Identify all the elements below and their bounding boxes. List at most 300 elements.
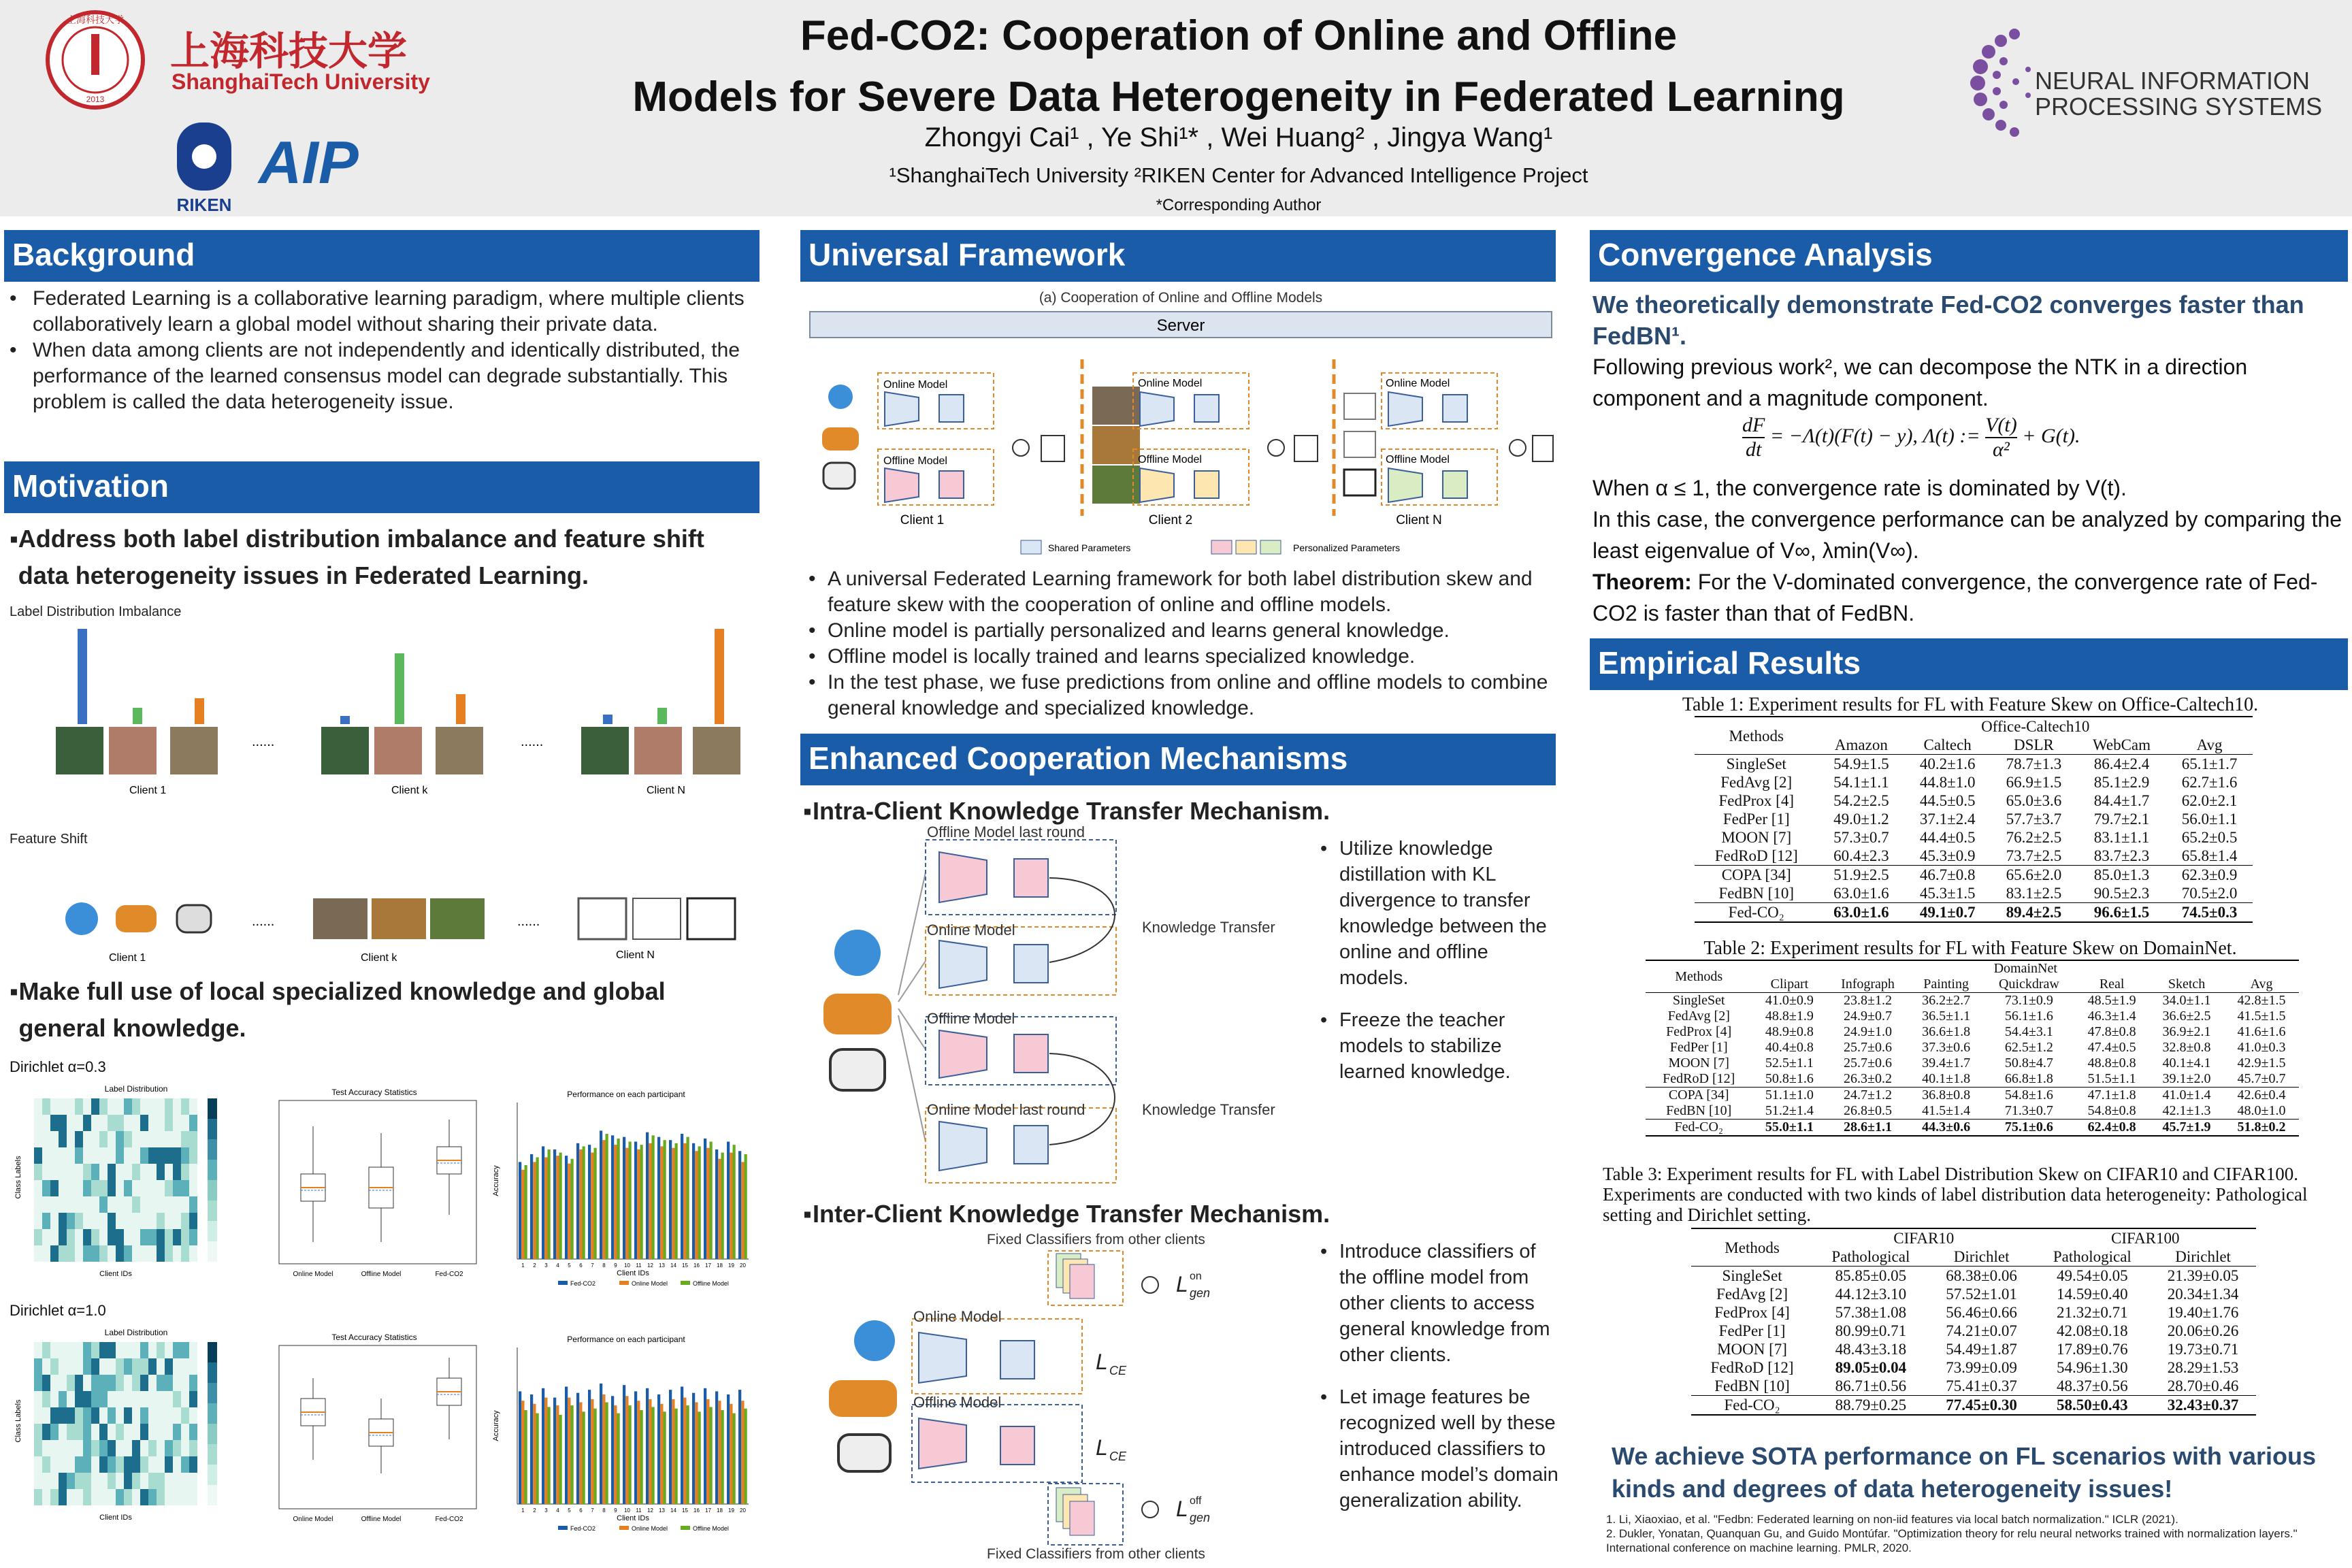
heatmap-cell xyxy=(189,1229,197,1245)
table-cell: 14.59±0.40 xyxy=(2057,1286,2128,1303)
heatmap-cell xyxy=(132,1342,140,1358)
heatmap-cell xyxy=(157,1098,165,1115)
heatmap-cell xyxy=(75,1131,83,1147)
framework-client-2 xyxy=(1092,373,1318,527)
bar-offline-model xyxy=(525,1410,527,1504)
table-cell: 46.3±1.4 xyxy=(2087,1009,2136,1024)
corresponding-note: *Corresponding Author xyxy=(1156,196,1322,214)
heatmap-cell xyxy=(83,1164,91,1180)
heatmap-cell xyxy=(132,1456,140,1473)
heatmap-cell xyxy=(165,1213,173,1229)
heatmap-cell xyxy=(34,1147,42,1164)
label-distribution-heatmap-1 xyxy=(14,1082,259,1286)
framework-heading: Universal Framework xyxy=(800,230,1556,282)
svg-text:......: ...... xyxy=(521,734,544,749)
heatmap-cell xyxy=(132,1473,140,1489)
bar-online-model xyxy=(568,1398,570,1504)
svg-text:Client N: Client N xyxy=(647,785,685,796)
bar-offline-model xyxy=(652,1135,655,1259)
table-cell: 24.7±1.2 xyxy=(1844,1088,1892,1102)
x-tick-label: 10 xyxy=(624,1507,630,1514)
table-cell: 63.0±1.6 xyxy=(1833,904,1889,921)
table-cell: 55.0±1.1 xyxy=(1765,1120,1814,1134)
heatmap-cell xyxy=(75,1147,83,1164)
heatmap-cell xyxy=(189,1342,197,1358)
heatmap-cell xyxy=(173,1424,181,1440)
heatmap-cell xyxy=(75,1245,83,1262)
bar-online-model xyxy=(544,1398,547,1504)
table-cell: 28.29±1.53 xyxy=(2167,1359,2239,1376)
heatmap-cell xyxy=(59,1440,67,1456)
svg-text:......: ...... xyxy=(517,914,540,929)
svg-text:Offline Model last round: Offline Model last round xyxy=(927,825,1085,840)
heatmap-cell xyxy=(34,1407,42,1424)
table-cell: 48.0±1.0 xyxy=(2237,1103,2286,1118)
svg-text:Offline Model: Offline Model xyxy=(1138,454,1202,466)
heatmap-cell xyxy=(50,1131,59,1147)
svg-text:(a) Cooperation of Online and: (a) Cooperation of Online and Offline Models xyxy=(1039,290,1323,306)
reference-1: 1. Li, Xiaoxiao, et al. "Fedbn: Federated learning on non-iid features via local batch normalization." ICLR (2021). xyxy=(1606,1513,2178,1526)
heatmap-cell xyxy=(116,1473,124,1489)
bar-online-model xyxy=(695,1151,698,1259)
heatmap-cell xyxy=(173,1358,181,1375)
x-tick-label: 7 xyxy=(591,1262,594,1269)
heatmap-cell xyxy=(173,1440,181,1456)
svg-text:Client 2: Client 2 xyxy=(1148,513,1193,527)
table-3-caption: Table 3: Experiment results for FL with Label Distribution Skew on CIFAR10 and CIFAR100. Experiments are conducted with two kinds of label distribution data heterogeneity: Pathological setting and Dirichlet setting. xyxy=(1603,1164,2308,1225)
colorbar-segment xyxy=(208,1098,217,1119)
table-cell: 45.7±0.7 xyxy=(2237,1071,2286,1086)
bar-fed-co2 xyxy=(657,1394,660,1504)
table-cell: 45.3±0.9 xyxy=(1919,847,1976,864)
heatmap-cell xyxy=(75,1115,83,1131)
bar-online-model xyxy=(591,1153,593,1259)
table-cell: 51.5±1.1 xyxy=(2087,1071,2136,1086)
list-item: • Let image features be recognized well by these introduced classifiers to enhance model’s domain generalization ability. xyxy=(1320,1386,1558,1512)
table-cell: Fed-CO₂ xyxy=(1695,903,1818,923)
table-row xyxy=(1646,1088,2299,1104)
heatmap-cell xyxy=(83,1180,91,1196)
framework-client-1 xyxy=(822,373,1064,527)
table-cell: 20.34±1.34 xyxy=(2167,1286,2239,1303)
heatmap-cell xyxy=(181,1229,189,1245)
heatmap-cell xyxy=(67,1164,75,1180)
bar-offline-model xyxy=(606,1134,608,1259)
heatmap-cell xyxy=(75,1424,83,1440)
table-cell: SingleSet xyxy=(1726,755,1786,772)
x-tick-label: 1 xyxy=(521,1262,525,1269)
svg-text:Fixed Classifiers from other c: Fixed Classifiers from other clients xyxy=(987,1232,1205,1247)
table-cell: 51.2±1.4 xyxy=(1765,1103,1814,1118)
heatmap-cell xyxy=(116,1131,124,1147)
bar-online-model xyxy=(637,1149,640,1259)
table-cell: 45.7±1.9 xyxy=(2162,1120,2211,1134)
heatmap-cell xyxy=(116,1489,124,1505)
heatmap-cell xyxy=(165,1391,173,1407)
x-tick-label: 2 xyxy=(533,1507,536,1514)
feature-shift-figure xyxy=(41,885,762,966)
colorbar-segment xyxy=(208,1383,217,1403)
heatmap-ylabel: Class Labels xyxy=(14,1156,22,1199)
colorbar-segment xyxy=(208,1444,217,1465)
bar-online-model xyxy=(730,1153,732,1259)
heatmap-cell xyxy=(140,1164,148,1180)
heatmap-cell xyxy=(67,1391,75,1407)
heatmap-cell xyxy=(75,1196,83,1213)
table-cell: 44.4±0.5 xyxy=(1919,829,1976,846)
bar-fed-co2 xyxy=(576,1143,579,1259)
bar-offline-model xyxy=(733,1145,736,1259)
table-cell: 28.6±1.1 xyxy=(1844,1120,1892,1134)
table-cell: 56.0±1.1 xyxy=(2181,811,2238,828)
heatmap-cell xyxy=(181,1391,189,1407)
table-cell: FedBN [10] xyxy=(1718,885,1794,902)
riken-logo xyxy=(170,116,245,218)
heatmap-cell xyxy=(99,1358,108,1375)
heatmap-cell xyxy=(67,1358,75,1375)
bar-fed-co2 xyxy=(611,1135,614,1259)
heatmap-cell xyxy=(189,1164,197,1180)
heatmap-cell xyxy=(108,1196,116,1213)
background-body xyxy=(10,286,758,415)
heatmap-cell xyxy=(42,1196,50,1213)
table-cell: FedRoD [12] xyxy=(1710,1359,1794,1376)
bar-online-model xyxy=(579,1149,582,1259)
heatmap-cell xyxy=(67,1440,75,1456)
colorbar-segment xyxy=(208,1119,217,1139)
colorbar-segment xyxy=(208,1180,217,1200)
aip-logo: AIP xyxy=(259,129,359,196)
list-item: • In the test phase, we fuse predictions from online and offline models to combine general knowledge and specialized knowledge. xyxy=(808,671,1548,719)
univ-en-name: ShanghaiTech University xyxy=(172,69,430,94)
bar-offline-model xyxy=(710,1142,713,1260)
table-cell: 96.6±1.5 xyxy=(2093,904,2150,921)
table-cell: 77.45±0.30 xyxy=(1946,1396,2017,1414)
heatmap-cell xyxy=(181,1440,189,1456)
heatmap-cell xyxy=(50,1147,59,1164)
heatmap-cell xyxy=(189,1440,197,1456)
heatmap-cell xyxy=(132,1489,140,1505)
heatmap-cell xyxy=(140,1375,148,1391)
svg-text:......: ...... xyxy=(252,914,275,929)
chart-title: Performance on each participant xyxy=(567,1335,685,1344)
bar-fed-co2 xyxy=(704,1139,706,1259)
heatmap-cell xyxy=(50,1213,59,1229)
heatmap-cell xyxy=(108,1456,116,1473)
svg-text:Online Model: Online Model xyxy=(1386,378,1450,389)
heatmap-cell xyxy=(91,1473,99,1489)
heatmap-cell xyxy=(157,1456,165,1473)
y-axis-label: Accuracy xyxy=(492,1165,500,1196)
heatmap-cell xyxy=(42,1245,50,1262)
heatmap-xlabel: Client IDs xyxy=(99,1514,132,1522)
x-tick-label: 13 xyxy=(659,1262,665,1269)
bar-offline-model xyxy=(617,1414,620,1504)
heatmap-cell xyxy=(132,1391,140,1407)
bar-offline-model xyxy=(687,1137,689,1259)
heatmap-cell xyxy=(157,1489,165,1505)
bar-online-model xyxy=(602,1140,605,1259)
table-cell: 65.1±1.7 xyxy=(2181,755,2238,772)
heatmap-cell xyxy=(124,1440,132,1456)
legend-swatch xyxy=(681,1281,690,1285)
table-cell: 44.5±0.5 xyxy=(1919,792,1976,809)
bar-online-model xyxy=(741,1162,744,1259)
table-cell: 48.9±0.8 xyxy=(1765,1024,1814,1039)
heatmap-cell xyxy=(50,1098,59,1115)
heatmap-cell xyxy=(173,1180,181,1196)
heatmap-xlabel: Client IDs xyxy=(99,1270,132,1278)
heatmap-cell xyxy=(108,1440,116,1456)
heatmap-cell xyxy=(83,1229,91,1245)
table-cell: 84.4±1.7 xyxy=(2093,792,2150,809)
convergence-p3: In this case, the convergence performance can be analyzed by comparing the least eigenvalue of V∞, λmin(V∞). xyxy=(1592,507,2342,563)
heatmap-cell xyxy=(91,1131,99,1147)
bar-online-model xyxy=(614,1405,617,1504)
heatmap-cell xyxy=(42,1391,50,1407)
heatmap-cell xyxy=(75,1489,83,1505)
x-tick-label: 20 xyxy=(740,1507,746,1514)
x-tick-label: 18 xyxy=(717,1262,723,1269)
bar-offline-model xyxy=(629,1405,632,1504)
table-cell: 40.2±1.6 xyxy=(1919,755,1976,772)
table-row xyxy=(1646,1103,2299,1120)
table-cell: 76.2±2.5 xyxy=(2006,829,2062,846)
table-cell: FedPer [1] xyxy=(1669,1040,1728,1055)
bar-fed-co2 xyxy=(519,1162,521,1259)
table-cell: 54.1±1.1 xyxy=(1833,774,1889,791)
heatmap-cell xyxy=(140,1424,148,1440)
heatmap-cell xyxy=(108,1342,116,1358)
table-cell: 88.79±0.25 xyxy=(1835,1396,1907,1414)
heatmap-cell xyxy=(132,1115,140,1131)
background-heading: Background xyxy=(4,230,760,282)
heatmap-cell xyxy=(59,1164,67,1180)
table-cell: 36.9±2.1 xyxy=(2162,1024,2211,1039)
bar-fed-co2 xyxy=(657,1137,660,1259)
bar-offline-model xyxy=(571,1405,574,1504)
table-cell: 21.32±0.71 xyxy=(2057,1304,2128,1321)
heatmap-cell xyxy=(173,1245,181,1262)
bar-fed-co2 xyxy=(738,1390,741,1504)
heatmap-cell xyxy=(99,1098,108,1115)
table-cell: FedProx [4] xyxy=(1666,1024,1732,1039)
heatmap-cell xyxy=(173,1473,181,1489)
table-cell: 62.7±1.6 xyxy=(2181,774,2238,791)
bar-online-model xyxy=(718,1159,721,1259)
heatmap-title: Label Distribution xyxy=(104,1328,168,1337)
heatmap-cell xyxy=(99,1342,108,1358)
heatmap-cell xyxy=(132,1180,140,1196)
heatmap-cell xyxy=(140,1180,148,1196)
x-tick-label: 18 xyxy=(717,1507,723,1514)
table-cell: 36.6±1.8 xyxy=(1922,1024,1971,1039)
heatmap-cell xyxy=(83,1456,91,1473)
table-cell: SingleSet xyxy=(1722,1267,1782,1284)
heatmap-cell xyxy=(140,1245,148,1262)
heatmap-cell xyxy=(157,1407,165,1424)
heatmap-cell xyxy=(91,1440,99,1456)
bar-offline-model xyxy=(710,1407,713,1504)
heatmap-cell xyxy=(42,1229,50,1245)
bar-online-model xyxy=(730,1404,732,1504)
heatmap-cell xyxy=(99,1180,108,1196)
bar-fed-co2 xyxy=(692,1143,695,1259)
x-tick-label: 17 xyxy=(705,1507,711,1514)
table-cell: FedPer [1] xyxy=(1718,1322,1786,1339)
heatmap-cell xyxy=(42,1131,50,1147)
heatmap-cell xyxy=(99,1115,108,1131)
x-tick-label: 6 xyxy=(579,1507,583,1514)
heatmap-cell xyxy=(116,1196,124,1213)
svg-text:上海科技大学: 上海科技大学 xyxy=(67,14,124,25)
heatmap-cell xyxy=(91,1213,99,1229)
heatmap-cell xyxy=(132,1358,140,1375)
table-cell: 41.5±1.5 xyxy=(2237,1009,2286,1024)
heatmap-cell xyxy=(91,1456,99,1473)
table-cell: 65.8±1.4 xyxy=(2181,847,2238,864)
heatmap-cell xyxy=(148,1489,157,1505)
legend-label: Online Model xyxy=(632,1280,668,1287)
svg-text:Client k: Client k xyxy=(361,952,397,964)
heatmap-cell xyxy=(116,1180,124,1196)
heatmap-cell xyxy=(83,1213,91,1229)
table-cell: 41.5±1.4 xyxy=(1922,1103,1971,1118)
table-cell: 42.8±1.5 xyxy=(2237,993,2286,1008)
heatmap-cell xyxy=(91,1489,99,1505)
heatmap-cell xyxy=(140,1391,148,1407)
heatmap-cell xyxy=(124,1375,132,1391)
heatmap-cell xyxy=(148,1358,157,1375)
enhanced-heading: Enhanced Cooperation Mechanisms xyxy=(800,734,1556,785)
heatmap-cell xyxy=(59,1424,67,1440)
colorbar-segment xyxy=(208,1342,217,1362)
heatmap-cell xyxy=(189,1489,197,1505)
table-cell: 62.5±1.2 xyxy=(2004,1040,2053,1055)
heatmap-cell xyxy=(181,1196,189,1213)
heatmap-cell xyxy=(42,1342,50,1358)
heatmap-cell xyxy=(91,1229,99,1245)
heatmap-cell xyxy=(99,1131,108,1147)
heatmap-cell xyxy=(91,1245,99,1262)
x-tick-label: 5 xyxy=(568,1507,571,1514)
table-cell: 50.8±4.7 xyxy=(2004,1056,2053,1071)
table-cell: COPA [34] xyxy=(1668,1088,1729,1102)
table-cell: 40.4±0.8 xyxy=(1765,1040,1814,1055)
table-cell: 42.9±1.5 xyxy=(2237,1056,2286,1071)
heatmap-cell xyxy=(189,1180,197,1196)
heatmap-cell xyxy=(59,1342,67,1358)
table-cell: 57.38±1.08 xyxy=(1835,1304,1907,1321)
convergence-heading: Convergence Analysis xyxy=(1590,230,2348,282)
table-cell: Fed-CO₂ xyxy=(1691,1396,1813,1416)
svg-text:Offline Model: Offline Model xyxy=(1386,454,1450,466)
bar-offline-model xyxy=(606,1403,608,1505)
table-row xyxy=(1646,1071,2299,1088)
heatmap-cell xyxy=(67,1229,75,1245)
table-cell: 86.71±0.56 xyxy=(1835,1377,1907,1394)
label-imbalance-figure xyxy=(41,612,762,803)
svg-text:Offline Model: Offline Model xyxy=(883,455,947,467)
heatmap-cell xyxy=(83,1391,91,1407)
table-row xyxy=(1691,1267,2256,1286)
heatmap-cell xyxy=(132,1147,140,1164)
bar-online-model xyxy=(591,1399,593,1504)
heatmap-cell xyxy=(83,1489,91,1505)
heatmap-cell xyxy=(67,1489,75,1505)
bar-online-model xyxy=(741,1401,744,1504)
colorbar-segment xyxy=(208,1241,217,1262)
x-tick-label: 3 xyxy=(544,1262,548,1269)
bar-online-model xyxy=(602,1394,605,1504)
heatmap-cell xyxy=(148,1424,157,1440)
heatmap-cell xyxy=(67,1473,75,1489)
table-cell: MOON [7] xyxy=(1721,829,1792,846)
heatmap-cell xyxy=(140,1131,148,1147)
x-tick-label: 19 xyxy=(728,1507,734,1514)
heatmap-cell xyxy=(181,1164,189,1180)
table-cell: 63.0±1.6 xyxy=(1833,885,1889,902)
bar-offline-model xyxy=(559,1415,562,1504)
table-cell: 49.1±0.7 xyxy=(1919,904,1976,921)
table-cell: 39.4±1.7 xyxy=(1922,1056,1971,1071)
bar-offline-model xyxy=(571,1159,574,1259)
heatmap-cell xyxy=(34,1456,42,1473)
bar-offline-model xyxy=(536,1158,539,1260)
x-tick-label: 12 xyxy=(647,1262,653,1269)
heatmap-cell xyxy=(75,1407,83,1424)
heatmap-cell xyxy=(132,1375,140,1391)
heatmap-cell xyxy=(50,1456,59,1473)
table-cell: 25.7±0.6 xyxy=(1844,1056,1892,1071)
bar-online-model xyxy=(649,1399,651,1504)
table-cell: FedAvg [2] xyxy=(1716,1286,1788,1303)
heatmap-cell xyxy=(116,1245,124,1262)
heatmap-cell xyxy=(50,1245,59,1262)
table-cell: 17.89±0.76 xyxy=(2057,1341,2128,1358)
convergence-lead: We theoretically demonstrate Fed-CO2 converges faster than FedBN¹. xyxy=(1592,291,2304,350)
table-row xyxy=(1646,993,2299,1009)
bar-offline-model xyxy=(733,1414,736,1504)
heatmap-cell xyxy=(124,1098,132,1115)
fixed-classifiers-bottom xyxy=(1048,1484,1123,1545)
heatmap-cell xyxy=(59,1196,67,1213)
heatmap-cell xyxy=(165,1342,173,1358)
svg-text:Knowledge Transfer: Knowledge Transfer xyxy=(1142,919,1275,936)
heatmap-cell xyxy=(140,1115,148,1131)
table-cell: 37.3±0.6 xyxy=(1922,1040,1971,1055)
table-cell: 66.9±1.5 xyxy=(2006,774,2062,791)
svg-text:Offline Model: Offline Model xyxy=(913,1394,1002,1411)
table-cell: 32.8±0.8 xyxy=(2162,1040,2211,1055)
legend-swatch xyxy=(681,1526,690,1530)
heatmap-cell xyxy=(132,1164,140,1180)
svg-text:Server: Server xyxy=(1156,316,1205,335)
x-tick-label: 10 xyxy=(624,1262,630,1269)
heatmap-cell xyxy=(181,1342,189,1358)
heatmap-cell xyxy=(124,1245,132,1262)
heatmap-cell xyxy=(181,1424,189,1440)
bar-offline-model xyxy=(721,1410,724,1504)
heatmap-cell xyxy=(108,1391,116,1407)
boxplot-label: Offline Model xyxy=(361,1516,402,1523)
heatmap-cell xyxy=(148,1213,157,1229)
table-cell: 54.96±1.30 xyxy=(2057,1359,2128,1376)
heatmap-cell xyxy=(132,1131,140,1147)
heatmap-cell xyxy=(116,1358,124,1375)
svg-text:Client 1: Client 1 xyxy=(129,785,167,796)
heatmap-cell xyxy=(157,1473,165,1489)
